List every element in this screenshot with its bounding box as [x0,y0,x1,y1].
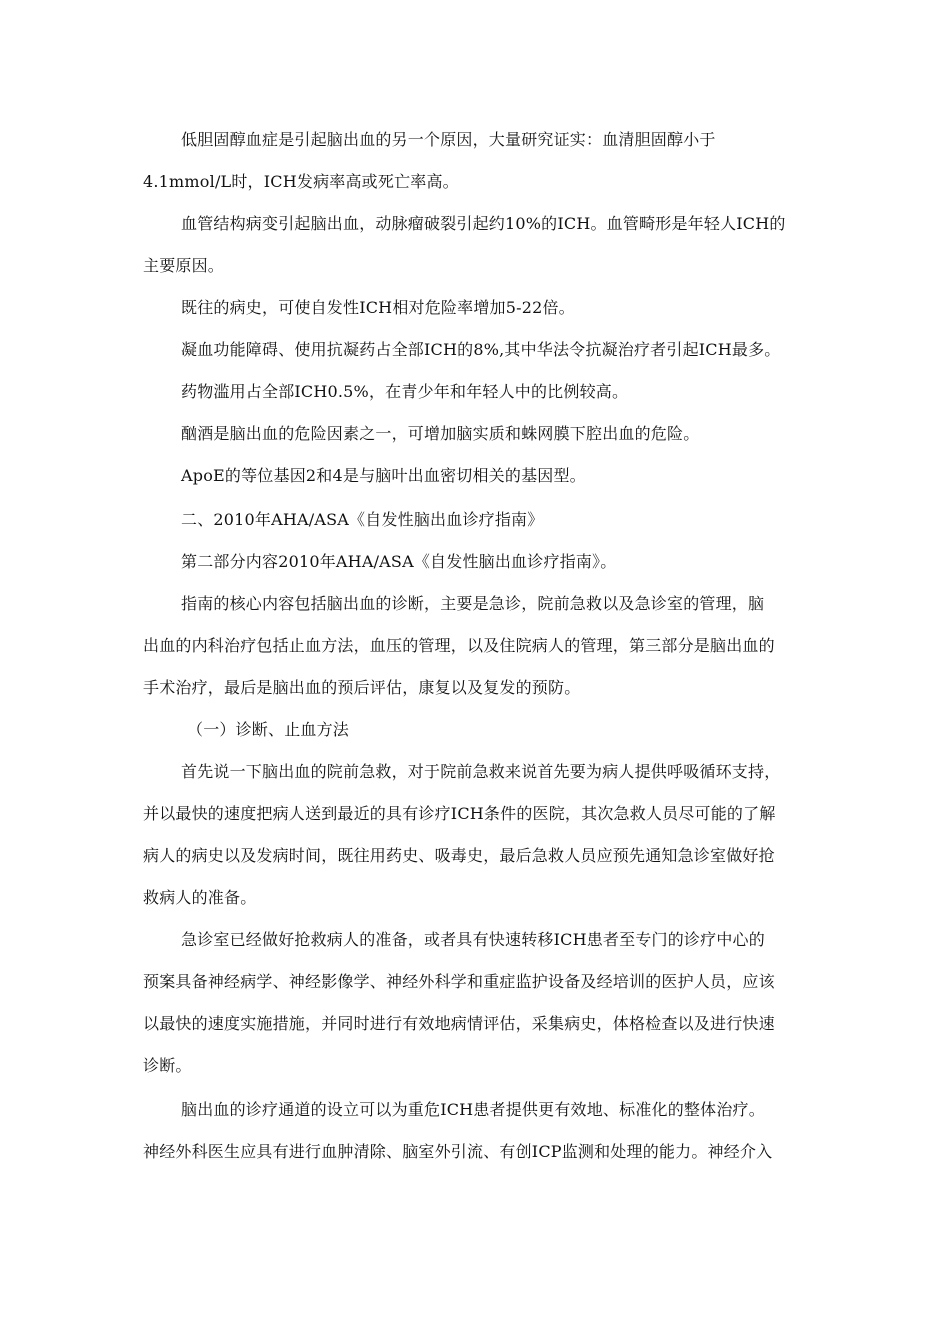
text-line: 低胆固醇血症是引起脑出血的另一个原因，大量研究证实：血清胆固醇小于 [181,130,716,149]
section-heading: 二、2010年AHA/ASA《自发性脑出血诊疗指南》 [181,510,544,529]
text-line: 既往的病史，可使自发性ICH相对危险率增加5-22倍。 [181,298,575,317]
text-line: 第二部分内容2010年AHA/ASA《自发性脑出血诊疗指南》。 [181,552,617,571]
text-line: 诊断。 [143,1056,192,1075]
text-line: 脑出血的诊疗通道的设立可以为重危ICH患者提供更有效地、标准化的整体治疗。 [181,1100,765,1119]
subsection-heading: （一）诊断、止血方法 [187,720,350,739]
text-line: 急诊室已经做好抢救病人的准备，或者具有快速转移ICH患者至专门的诊疗中心的 [181,930,765,949]
text-line: 指南的核心内容包括脑出血的诊断，主要是急诊，院前急救以及急诊室的管理，脑 [181,594,765,613]
text-line: 并以最快的速度把病人送到最近的具有诊疗ICH条件的医院，其次急救人员尽可能的了解 [143,804,776,823]
text-line: ApoE的等位基因2和4是与脑叶出血密切相关的基因型。 [181,466,586,485]
text-line: 以最快的速度实施措施，并同时进行有效地病情评估，采集病史，体格检查以及进行快速 [143,1014,775,1033]
text-line: 4.1mmol/L时，ICH发病率高或死亡率高。 [143,172,459,191]
text-line: 首先说一下脑出血的院前急救，对于院前急救来说首先要为病人提供呼吸循环支持， [181,762,781,781]
text-line: 预案具备神经病学、神经影像学、神经外科学和重症监护设备及经培训的医护人员，应该 [143,972,775,991]
text-line: 药物滥用占全部ICH0.5%，在青少年和年轻人中的比例较高。 [181,382,629,401]
text-line: 主要原因。 [143,256,225,275]
text-line: 手术治疗，最后是脑出血的预后评估，康复以及复发的预防。 [143,678,581,697]
text-line: 救病人的准备。 [143,888,257,907]
text-line: 神经外科医生应具有进行血肿清除、脑室外引流、有创ICP监测和处理的能力。神经介入 [143,1142,773,1161]
text-line: 出血的内科治疗包括止血方法，血压的管理，以及住院病人的管理，第三部分是脑出血的 [143,636,775,655]
text-line: 凝血功能障碍、使用抗凝药占全部ICH的8%,其中华法令抗凝治疗者引起ICH最多。 [181,340,781,359]
text-line: 病人的病史以及发病时间，既往用药史、吸毒史，最后急救人员应预先通知急诊室做好抢 [143,846,775,865]
text-line: 血管结构病变引起脑出血，动脉瘤破裂引起约10%的ICH。血管畸形是年轻人ICH的 [181,214,786,233]
text-line: 酗酒是脑出血的危险因素之一，可增加脑实质和蛛网膜下腔出血的危险。 [181,424,700,443]
